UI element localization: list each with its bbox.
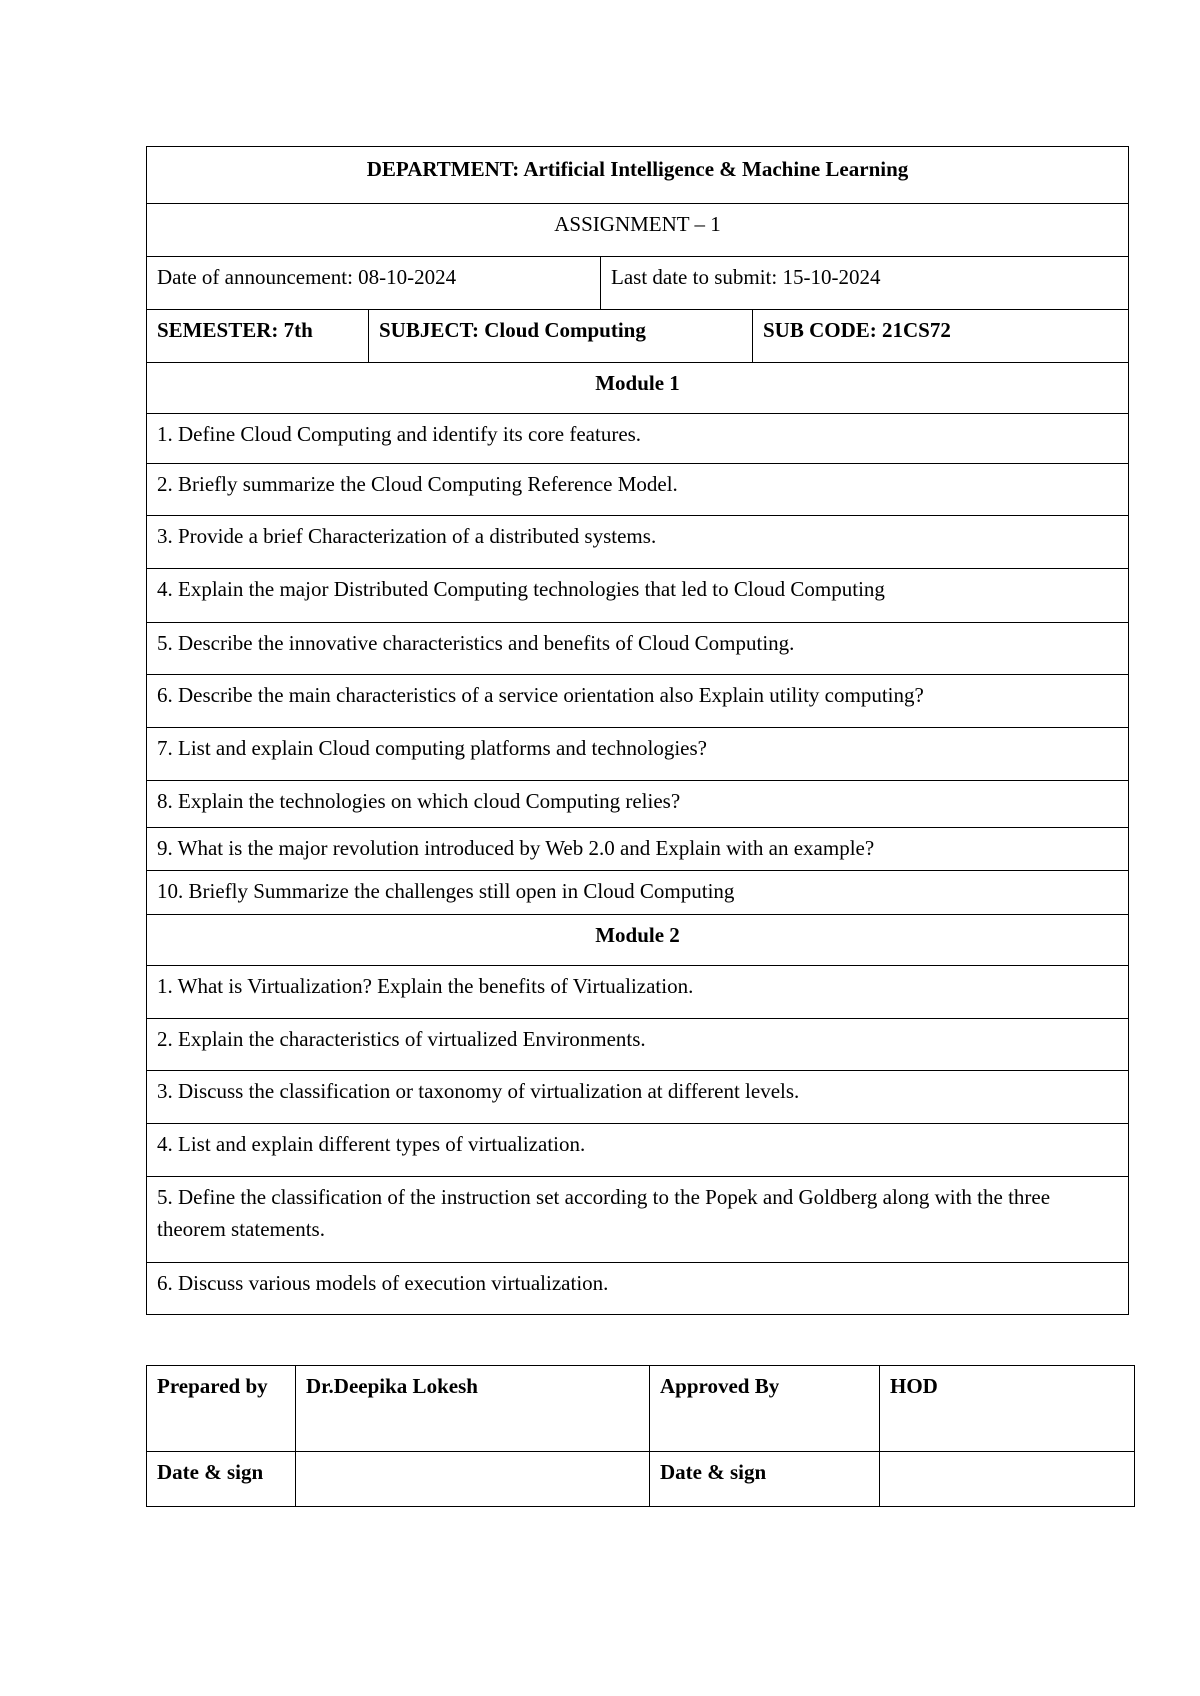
- module-title: Module 1: [147, 363, 1129, 414]
- question-item: 2. Explain the characteristics of virtualized Environments.: [147, 1019, 1129, 1071]
- date-sign-field: [296, 1452, 650, 1507]
- semester: SEMESTER: 7th: [147, 310, 369, 363]
- question-item: 5. Define the classification of the instruction set according to the Popek and Goldberg along with the three theorem statements.: [147, 1177, 1129, 1263]
- question-item: 10. Briefly Summarize the challenges still open in Cloud Computing: [147, 871, 1129, 915]
- announcement-date: Date of announcement: 08-10-2024: [147, 257, 601, 310]
- last-submit-date: Last date to submit: 15-10-2024: [601, 257, 1129, 310]
- sub-code: SUB CODE: 21CS72: [753, 310, 1129, 363]
- department-value: Artificial Intelligence & Machine Learning: [523, 157, 909, 181]
- department-heading: [147, 147, 1129, 204]
- question-item: 4. List and explain different types of virtualization.: [147, 1124, 1129, 1177]
- prepared-by-name: Dr.Deepika Lokesh: [296, 1366, 650, 1452]
- assignment-title: ASSIGNMENT – 1: [147, 204, 1129, 257]
- module-title: Module 2: [147, 915, 1129, 966]
- department-label: DEPARTMENT:: [366, 157, 520, 181]
- question-item: 9. What is the major revolution introduced by Web 2.0 and Explain with an example?: [147, 828, 1129, 871]
- question-item: 3. Provide a brief Characterization of a distributed systems.: [147, 516, 1129, 569]
- question-item: 2. Briefly summarize the Cloud Computing Reference Model.: [147, 464, 1129, 516]
- question-item: 8. Explain the technologies on which cloud Computing relies?: [147, 781, 1129, 828]
- question-item: 7. List and explain Cloud computing platforms and technologies?: [147, 728, 1129, 781]
- question-item: 1. What is Virtualization? Explain the benefits of Virtualization.: [147, 966, 1129, 1019]
- prepared-by-label: Prepared by: [147, 1366, 296, 1452]
- assignment-table: [146, 146, 1129, 1315]
- signature-table: [146, 1365, 1135, 1507]
- approved-by-value: HOD: [880, 1366, 1135, 1452]
- question-item: 3. Discuss the classification or taxonomy of virtualization at different levels.: [147, 1071, 1129, 1124]
- question-item: 6. Describe the main characteristics of a service orientation also Explain utility computing?: [147, 675, 1129, 728]
- question-item: 5. Describe the innovative characteristics and benefits of Cloud Computing.: [147, 623, 1129, 675]
- date-sign-field: [880, 1452, 1135, 1507]
- question-item: 4. Explain the major Distributed Computing technologies that led to Cloud Computing: [147, 569, 1129, 623]
- approved-by-label: Approved By: [650, 1366, 880, 1452]
- date-sign-label: Date & sign: [650, 1452, 880, 1507]
- question-item: 1. Define Cloud Computing and identify its core features.: [147, 414, 1129, 464]
- subject: SUBJECT: Cloud Computing: [369, 310, 753, 363]
- date-sign-label: Date & sign: [147, 1452, 296, 1507]
- question-item: 6. Discuss various models of execution virtualization.: [147, 1263, 1129, 1315]
